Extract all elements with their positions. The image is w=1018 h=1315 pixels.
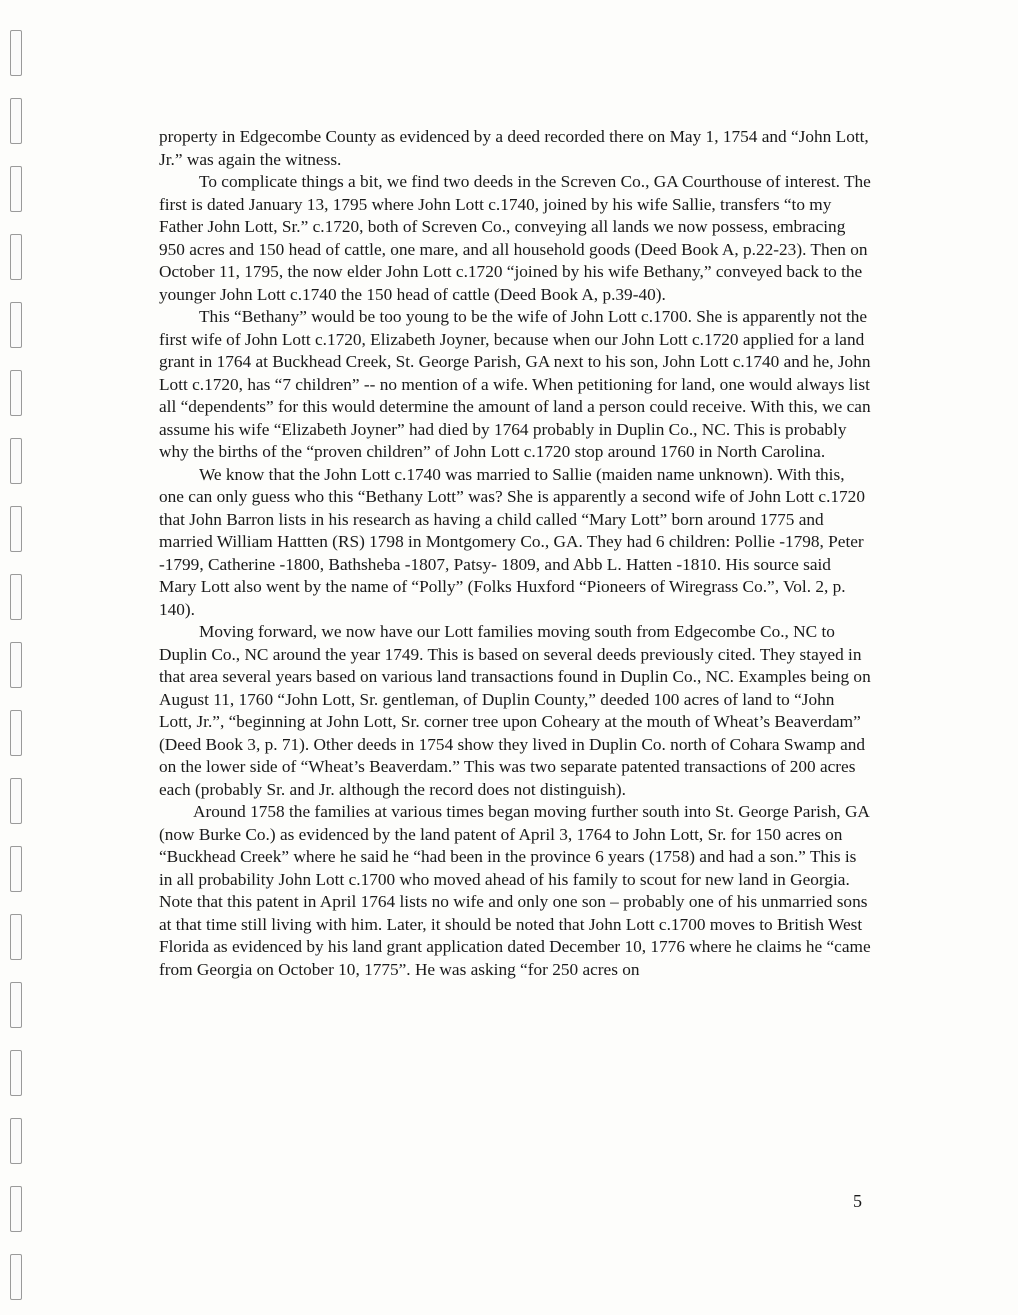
page-number: 5 <box>853 1191 862 1211</box>
paragraph: Moving forward, we now have our Lott families moving south from Edgecombe Co., NC to Duplin Co., NC around the year 1749. This is based on several deeds previously cited. They stayed in that area several years based on various land transactions found in Duplin Co., NC. Examples being on August 11, 1760 “John Lott, Sr. gentleman, of Duplin County,” deeded 100 acres of land to “John Lott, Jr.”, “beginning at John Lott, Sr. corner tree upon Coheary at the mouth of Wheat’s Beaverdam” (Deed Book 3, p. 71). Other deeds in 1754 show they lived in Duplin Co. north of Cohara Swamp and on the lower side of “Wheat’s Beaverdam.” This was two separate patented transactions of 200 acres each (probably Sr. and Jr. although the record does not distinguish). <box>159 622 871 799</box>
binder-hole <box>10 574 22 620</box>
paragraph: This “Bethany” would be too young to be the wife of John Lott c.1700. She is apparently not the first wife of John Lott c.1720, Elizabeth Joyner, because when our John Lott c.1720 applied for a land grant in 1764 at Buckhead Creek, St. George Parish, GA next to his son, John Lott c.1740 and he, John Lott c.1720, has “7 children” -- no mention of a wife. When petitioning for land, one would always list all “dependents” for this would determine the amount of land a person could receive. With this, we can assume his wife “Elizabeth Joyner” had died by 1764 probably in Duplin Co., NC. This is probably why the births of the “proven children” of John Lott c.1720 stop around 1760 in North Carolina. <box>159 307 871 461</box>
binder-hole <box>10 1050 22 1096</box>
binder-hole <box>10 370 22 416</box>
binder-hole <box>10 846 22 892</box>
binder-hole <box>10 982 22 1028</box>
binder-hole <box>10 438 22 484</box>
binder-hole <box>10 642 22 688</box>
paragraph: We know that the John Lott c.1740 was married to Sallie (maiden name unknown). With this, one can only guess who this “Bethany Lott” was? She is apparently a second wife of John Lott c.1720 that John Barron lists in his research as having a child called “Mary Lott” born around 1775 and married William Hattten (RS) 1798 in Montgomery Co., GA. They had 6 children: Pollie -1798, Peter -1799, Catherine -1800, Bathsheba -1807, Patsy- 1809, and Abb L. Hatten -1810. His source said Mary Lott also went by the name of “Polly” (Folks Huxford “Pioneers of Wiregrass Co.”, Vol. 2, p. 140). <box>159 464 865 619</box>
binder-hole <box>10 1118 22 1164</box>
binder-hole <box>10 914 22 960</box>
paragraph: property in Edgecombe County as evidenced by a deed recorded there on May 1, 1754 and “John Lott, Jr.” was again the witness. <box>159 127 869 169</box>
binder-hole <box>10 302 22 348</box>
binder-hole <box>10 98 22 144</box>
binder-holes <box>10 0 32 1315</box>
binder-hole <box>10 710 22 756</box>
binder-hole <box>10 166 22 212</box>
binder-hole <box>10 778 22 824</box>
binder-hole <box>10 234 22 280</box>
binder-hole <box>10 506 22 552</box>
binder-hole <box>10 1186 22 1232</box>
binder-hole <box>10 30 22 76</box>
paragraph: To complicate things a bit, we find two deeds in the Screven Co., GA Courthouse of interest. The first is dated January 13, 1795 where John Lott c.1740, joined by his wife Sallie, transfers “to my Father John Lott, Sr.” c.1720, both of Screven Co., conveying all lands we now possess, embracing 950 acres and 150 head of cattle, one mare, and all household goods (Deed Book A, p.22-23). Then on October 11, 1795, the now elder John Lott c.1720 “joined by his wife Bethany,” conveyed back to the younger John Lott c.1740 the 150 head of cattle (Deed Book A, p.39-40). <box>159 172 871 304</box>
document-body <box>159 126 871 981</box>
binder-hole <box>10 1254 22 1300</box>
paragraph: Around 1758 the families at various times began moving further south into St. George Parish, GA (now Burke Co.) as evidenced by the land patent of April 3, 1764 to John Lott, Sr. for 150 acres on “Buckhead Creek” where he said he “had been in the province 6 years (1758) and had a son.” This is in all probability John Lott c.1700 who moved ahead of his family to scout for new land in Georgia. Note that this patent in April 1764 lists no wife and only one son – probably one of his unmarried sons at that time still living with him. Later, it should be noted that John Lott c.1700 moves to British West Florida as evidenced by his land grant application dated December 10, 1776 where he claims he “came from Georgia on October 10, 1775”. He was asking “for 250 acres on <box>159 802 871 979</box>
